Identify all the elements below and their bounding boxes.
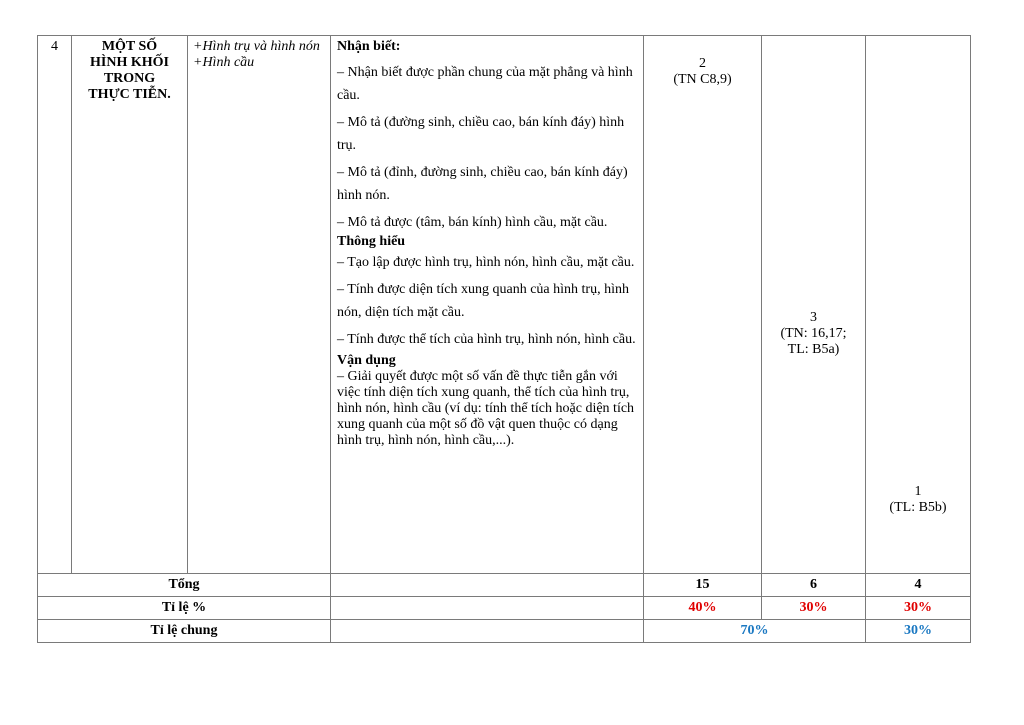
total-label: Tổng xyxy=(38,574,331,597)
requirement-item: – Nhận biết được phần chung của mặt phẳng và hình cầu. xyxy=(337,65,633,103)
empty-cell xyxy=(331,620,644,643)
requirement-item: – Mô tả (đỉnh, đường sinh, chiều cao, bán kính đáy) hình nón. xyxy=(337,165,628,203)
unit-item: +Hình trụ và hình nón xyxy=(193,39,320,54)
count-van-dung: 1 xyxy=(914,484,922,499)
overall-percent-row xyxy=(38,620,971,643)
count-thong-hieu-cell xyxy=(762,36,866,574)
assessment-matrix-table xyxy=(37,35,971,643)
percent-label: Tỉ lệ % xyxy=(38,597,331,620)
count-thong-hieu: 3 xyxy=(810,310,817,325)
count-nhan-biet-detail: (TN C8,9) xyxy=(673,72,732,87)
percent-nhan-biet: 40% xyxy=(644,597,762,620)
topic-title: MỘT SỐ HÌNH KHỐI TRONG THỰC TIỄN. xyxy=(72,36,188,574)
overall-percent-label: Tỉ lệ chung xyxy=(38,620,331,643)
row-index: 4 xyxy=(38,36,72,574)
count-thong-hieu-detail: TL: B5a) xyxy=(787,342,840,357)
requirements-cell xyxy=(331,36,644,574)
requirement-item: – Mô tả được (tâm, bán kính) hình cầu, mặt cầu. xyxy=(337,215,608,230)
count-nhan-biet: 2 xyxy=(699,56,706,71)
empty-cell xyxy=(331,597,644,620)
requirement-item: – Tính được diện tích xung quanh của hình trụ, hình nón, diện tích mặt cầu. xyxy=(337,282,629,320)
requirement-item: – Tính được thể tích của hình trụ, hình nón, hình cầu. xyxy=(337,332,636,347)
overall-percent-combined: 70% xyxy=(644,620,866,643)
heading-nhan-biet: Nhận biết: xyxy=(337,39,401,54)
total-row xyxy=(38,574,971,597)
percent-row xyxy=(38,597,971,620)
empty-cell xyxy=(331,574,644,597)
count-nhan-biet-cell xyxy=(644,36,762,574)
heading-thong-hieu: Thông hiểu xyxy=(337,234,406,249)
percent-thong-hieu: 30% xyxy=(762,597,866,620)
requirement-item: – Mô tả (đường sinh, chiều cao, bán kính đáy) hình trụ. xyxy=(337,115,625,153)
overall-percent-van-dung: 30% xyxy=(866,620,971,643)
unit-item: +Hình cầu xyxy=(193,55,255,70)
knowledge-units xyxy=(188,36,331,574)
total-thong-hieu: 6 xyxy=(762,574,866,597)
topic-row xyxy=(38,36,971,574)
requirement-item: – Tạo lập được hình trụ, hình nón, hình cầu, mặt cầu. xyxy=(337,255,635,270)
heading-van-dung: Vận dụng xyxy=(337,353,396,368)
total-van-dung: 4 xyxy=(866,574,971,597)
count-thong-hieu-detail: (TN: 16,17; xyxy=(780,326,847,341)
count-van-dung-detail: (TL: B5b) xyxy=(889,500,947,515)
count-van-dung-cell xyxy=(866,36,971,574)
total-nhan-biet: 15 xyxy=(644,574,762,597)
percent-van-dung: 30% xyxy=(866,597,971,620)
requirement-item: – Giải quyết được một số vấn đề thực tiễn gắn với việc tính diện tích xung quanh, thể tích của hình trụ, hình nón, hình cầu (ví dụ: tính thể tích hoặc diện tích xung quanh của một số đồ vật quen thuộc có dạng hình trụ, hình nón, hình cầu,...). xyxy=(337,369,635,448)
